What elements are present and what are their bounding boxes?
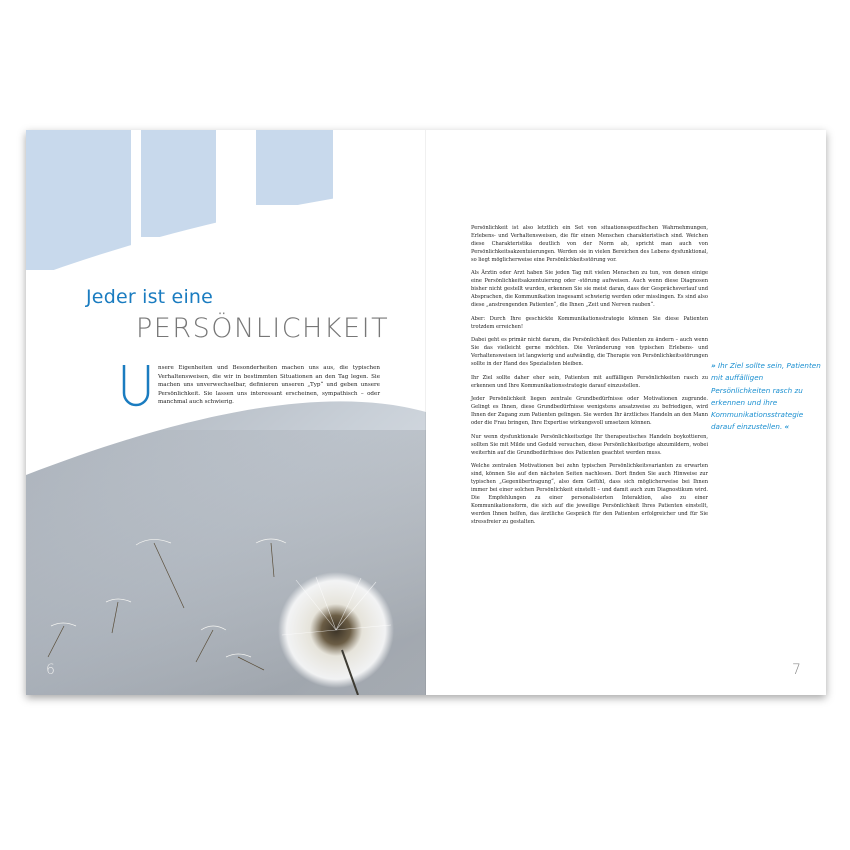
- section-heading-line2: PERSÖNLICHKEIT: [136, 313, 390, 344]
- left-page: [26, 130, 426, 695]
- decor-curve: [26, 130, 426, 290]
- brochure-spread: [26, 130, 826, 695]
- pull-quote: [711, 360, 821, 434]
- section-heading-line1: Jeder ist eine: [86, 286, 214, 308]
- dropcap-u: [120, 363, 152, 411]
- body-text-column: [471, 225, 708, 532]
- quote-close-mark: «: [784, 422, 790, 432]
- page-number-left: 6: [46, 662, 55, 678]
- intro-paragraph: nsere Eigenheiten und Besonderheiten machen uns aus, die typischen Verhaltensweisen, die wir in bestimmten Situationen an den Tag legen. Sie machen uns unverwechselbar, definieren unseren „Typ“ und geben unsere Persönlichkeit. Sie lassen uns interessant erscheinen, sympathisch – oder manchmal auch schwierig.: [158, 365, 380, 406]
- body-paragraph: Aber: Durch Ihre geschickte Kommunikationsstrategie können Sie diese Patienten trotzdem erreichen!: [471, 315, 708, 330]
- body-paragraph: Als Ärztin oder Arzt haben Sie jeden Tag mit vielen Menschen zu tun, von denen einige eine Persönlichkeitsakzentuierung oder -störung aufweisen. Auch wenn diese Diagnosen bisher nicht gestellt wurden, erkennen Sie sie meist daran, dass der Gesprächsverlauf und Absprachen, die Kommunikation insgesamt schwierig werden oder misslingen. Es sind also diese „anstrengenden Patienten“, die Ihnen „Zeit und Nerven rauben“.: [471, 270, 708, 308]
- right-page: [426, 130, 826, 695]
- body-paragraph: Dabei geht es primär nicht darum, die Persönlichkeit des Patienten zu ändern – auch wenn Sie das vielleicht gerne möchten. Die Veränderung von typischen Erlebens- und Verhaltensweisen ist langwierig und aufwändig, die Therapie von Persönlichkeitsstörungen sollte in der Hand des Spezialisten bleiben.: [471, 337, 708, 367]
- body-paragraph: Persönlichkeit ist also letztlich ein Set von situationsspezifischen Wahrnehmungen, Erlebens- und Verhaltensweisen, die für einen Menschen charakteristisch sind. Weichen diese Charakteristika deutlich von der Norm ab, spricht man auch von Persönlichkeitsakzentuierungen. Werden sie in vielen Bereichen des Lebens dysfunktional, so liegt möglicherweise eine Persönlichkeitsstörung vor.: [471, 225, 708, 263]
- body-paragraph: Jeder Persönlichkeit liegen zentrale Grundbedürfnisse oder Motivationen zugrunde. Gelingt es Ihnen, diese Grundbedürfnisse wenigstens ansatzweise zu befriedigen, wird Ihnen der Zugang zum Patienten gelingen. Sie werden Ihr ärztliches Handeln an den Mann oder die Frau bringen, Ihre Expertise wirkungsvoll umsetzen können.: [471, 396, 708, 427]
- page-number-right: 7: [792, 662, 801, 678]
- pull-quote-text: Ihr Ziel sollte sein, Patienten mit auffälligen Persönlichkeiten rasch zu erkennen und ihre Kommunikationsstrategie darauf einzustellen.: [711, 361, 821, 432]
- quote-open-mark: »: [711, 361, 716, 370]
- body-paragraph: Ihr Ziel sollte daher eher sein, Patienten mit auffälligen Persönlichkeiten rasch zu erkennen und Ihre Kommunikationsstrategie darauf einzustellen.: [471, 374, 708, 389]
- body-paragraph: Nur wenn dysfunktionale Persönlichkeitszüge Ihr therapeutisches Handeln boykottieren, sollten Sie mit Milde und Geduld versuchen, diese Persönlichkeitszüge abzumildern, wobei weiterhin auf die Grundbedürfnisse des Patienten geachtet werden muss.: [471, 433, 708, 456]
- body-paragraph: Welche zentralen Motivationen bei zehn typischen Persönlichkeitsvarianten zu erwarten sind, können Sie auf den nächsten Seiten nachlesen. Dort finden Sie auch Hinweise zur typischen „Gegenübertragung“, also dem Gefühl, dass sich möglicherweise bei Ihnen immer bei einer solchen Persönlichkeit einstellt – und damit auch zum Diagnostikum wird. Die Empfehlungen zu einer personalisierten Interaktion, also zu einer Kommunikationsform, die sich auf die jeweilige Persönlichkeit Ihres Patienten einstellt, werden Ihnen helfen, das ärztliche Gespräch für den Patienten erfolgreicher und für Sie stressfreier zu gestalten.: [471, 463, 708, 525]
